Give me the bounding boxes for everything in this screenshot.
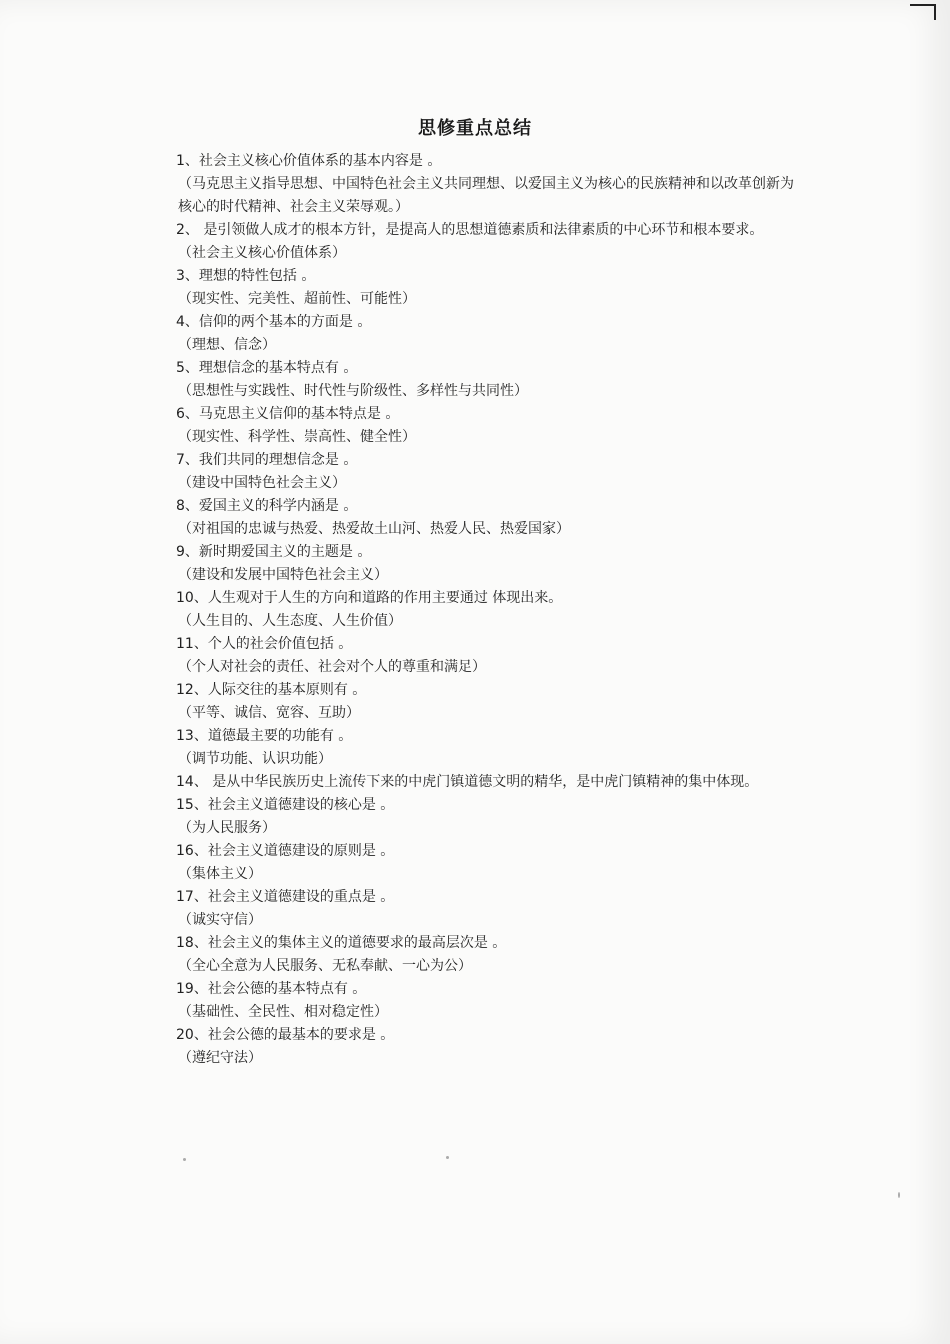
answer-10: （人生目的、人生态度、人生价值） — [178, 613, 402, 629]
question-19: 19、社会公德的基本特点有 。 — [176, 981, 367, 997]
question-1: 1、社会主义核心价值体系的基本内容是 。 — [176, 153, 442, 169]
question-18: 18、社会主义的集体主义的道德要求的最高层次是 。 — [176, 935, 507, 951]
answer-5: （思想性与实践性、时代性与阶级性、多样性与共同性） — [178, 383, 528, 399]
question-14: 14、 是从中华民族历史上流传下来的中虎门镇道德文明的精华，是中虎门镇精神的集中体现。 — [176, 774, 759, 790]
question-6: 6、马克思主义信仰的基本特点是 。 — [176, 406, 400, 422]
answer-4: （理想、信念） — [178, 337, 276, 353]
answer-11: （个人对社会的责任、社会对个人的尊重和满足） — [178, 659, 486, 675]
answer-13: （调节功能、认识功能） — [178, 751, 332, 767]
answer-18: （全心全意为人民服务、无私奉献、一心为公） — [178, 958, 472, 974]
scan-speck — [898, 1192, 900, 1198]
question-9: 9、新时期爱国主义的主题是 。 — [176, 544, 372, 560]
crop-corner-mark — [910, 4, 936, 20]
answer-8: （对祖国的忠诚与热爱、热爱故土山河、热爱人民、热爱国家） — [178, 521, 570, 537]
scan-speck — [446, 1156, 449, 1159]
question-3: 3、理想的特性包括 。 — [176, 268, 316, 284]
question-13: 13、道德最主要的功能有 。 — [176, 728, 353, 744]
answer-3: （现实性、完美性、超前性、可能性） — [178, 291, 416, 307]
question-2: 2、 是引领做人成才的根本方针，是提高人的思想道德素质和法律素质的中心环节和根本要求。 — [176, 222, 764, 238]
question-10: 10、人生观对于人生的方向和道路的作用主要通过 体现出来。 — [176, 590, 563, 606]
answer-12: （平等、诚信、宽容、互助） — [178, 705, 360, 721]
answer-16: （集体主义） — [178, 866, 262, 882]
answer-7: （建设中国特色社会主义） — [178, 475, 346, 491]
question-15: 15、社会主义道德建设的核心是 。 — [176, 797, 395, 813]
question-8: 8、爱国主义的科学内涵是 。 — [176, 498, 358, 514]
question-12: 12、人际交往的基本原则有 。 — [176, 682, 367, 698]
page-title: 思修重点总结 — [418, 118, 532, 139]
question-16: 16、社会主义道德建设的原则是 。 — [176, 843, 395, 859]
question-4: 4、信仰的两个基本的方面是 。 — [176, 314, 372, 330]
answer-20: （遵纪守法） — [178, 1050, 262, 1066]
question-17: 17、社会主义道德建设的重点是 。 — [176, 889, 395, 905]
question-5: 5、理想信念的基本特点有 。 — [176, 360, 358, 376]
question-20: 20、社会公德的最基本的要求是 。 — [176, 1027, 395, 1043]
answer-2: （社会主义核心价值体系） — [178, 245, 346, 261]
answer-9: （建设和发展中国特色社会主义） — [178, 567, 388, 583]
answer-17: （诚实守信） — [178, 912, 262, 928]
scan-speck — [183, 1158, 186, 1161]
question-list — [176, 150, 798, 1070]
answer-6: （现实性、科学性、崇高性、健全性） — [178, 429, 416, 445]
answer-19: （基础性、全民性、相对稳定性） — [178, 1004, 388, 1020]
question-11: 11、个人的社会价值包括 。 — [176, 636, 353, 652]
answer-15: （为人民服务） — [178, 820, 276, 836]
answer-1: （马克思主义指导思想、中国特色社会主义共同理想、以爱国主义为核心的民族精神和以改革创新为核心的时代精神、社会主义荣辱观。） — [178, 176, 794, 215]
question-7: 7、我们共同的理想信念是 。 — [176, 452, 358, 468]
